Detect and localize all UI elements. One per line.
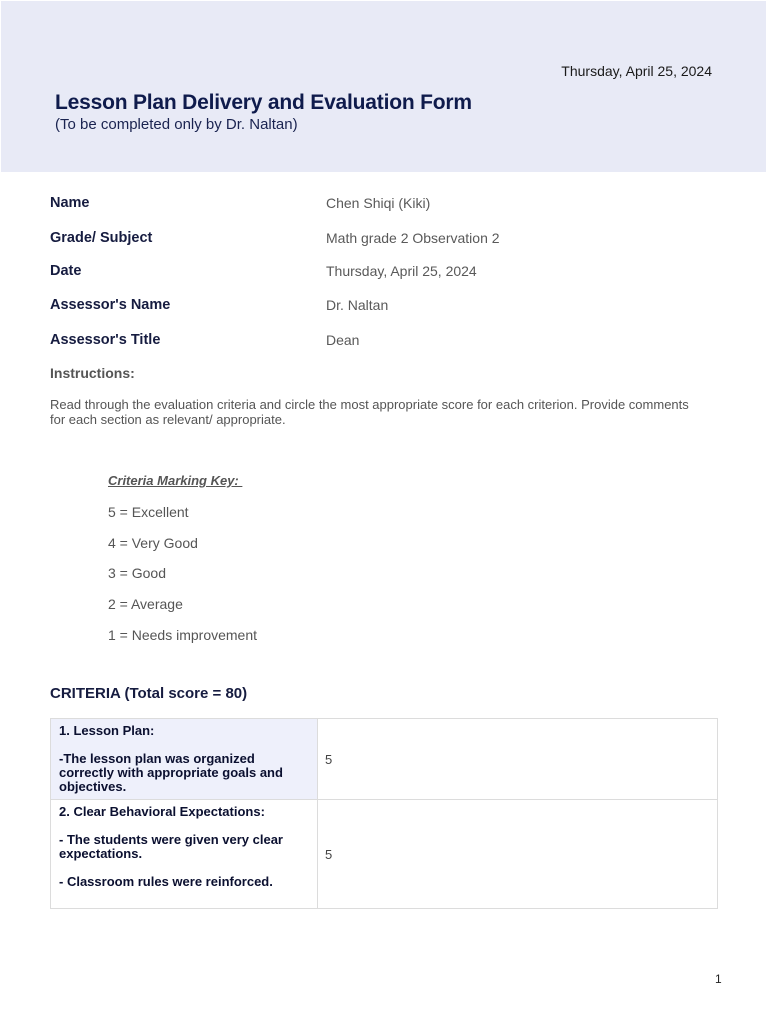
form-subtitle: (To be completed only by Dr. Naltan) — [55, 116, 298, 133]
field-value-name: Chen Shiqi (Kiki) — [326, 195, 431, 211]
info-fields — [50, 193, 718, 353]
criterion-score: 5 — [325, 751, 333, 767]
criterion-description: - Classroom rules were reinforced. — [59, 874, 273, 889]
marking-key-item: 2 = Average — [108, 596, 183, 612]
criterion-title: 2. Clear Behavioral Expectations: — [59, 804, 265, 819]
field-label-assessor-name: Assessor's Name — [50, 297, 171, 313]
criteria-table — [50, 718, 718, 909]
field-row-grade-subject — [50, 228, 718, 248]
field-row-date — [50, 261, 718, 281]
field-label-grade-subject: Grade/ Subject — [50, 230, 153, 246]
field-value-assessor-title: Dean — [326, 332, 360, 348]
field-value-grade-subject: Math grade 2 Observation 2 — [326, 230, 500, 246]
criterion-cell — [51, 719, 318, 800]
header-date: Thursday, April 25, 2024 — [561, 63, 712, 79]
marking-key — [108, 472, 408, 647]
field-value-assessor-name: Dr. Naltan — [326, 297, 389, 313]
criterion-score: 5 — [325, 846, 333, 862]
criterion-description: - The students were given very clear expectations. — [59, 832, 283, 861]
field-row-name — [50, 193, 718, 213]
field-label-date: Date — [50, 263, 82, 279]
field-label-assessor-title: Assessor's Title — [50, 332, 161, 348]
criterion-title: 1. Lesson Plan: — [59, 723, 155, 738]
form-title: Lesson Plan Delivery and Evaluation Form — [55, 91, 472, 114]
field-label-name: Name — [50, 195, 90, 211]
field-row-assessor-name — [50, 295, 718, 315]
marking-key-item: 5 = Excellent — [108, 504, 189, 520]
field-row-assessor-title — [50, 330, 718, 350]
page-number: 1 — [715, 972, 722, 986]
criterion-description: -The lesson plan was organized correctly with appropriate goals and objectives. — [59, 751, 283, 794]
instructions-heading: Instructions: — [50, 365, 135, 381]
marking-key-item: 4 = Very Good — [108, 535, 198, 551]
field-value-date: Thursday, April 25, 2024 — [326, 263, 477, 279]
marking-key-item: 3 = Good — [108, 565, 166, 581]
criteria-heading: CRITERIA (Total score = 80) — [50, 685, 248, 702]
marking-key-item: 1 = Needs improvement — [108, 627, 258, 643]
criterion-cell — [51, 800, 318, 909]
instructions-text: Read through the evaluation criteria and circle the most appropriate score for each criterion. Provide comments for each section as relevant/ appropriate. — [50, 397, 689, 427]
score-cell — [318, 800, 718, 909]
form-header — [1, 1, 766, 172]
score-cell — [318, 719, 718, 800]
marking-key-heading: Criteria Marking Key: — [108, 473, 243, 488]
table-row — [51, 719, 718, 800]
table-row — [51, 800, 718, 909]
